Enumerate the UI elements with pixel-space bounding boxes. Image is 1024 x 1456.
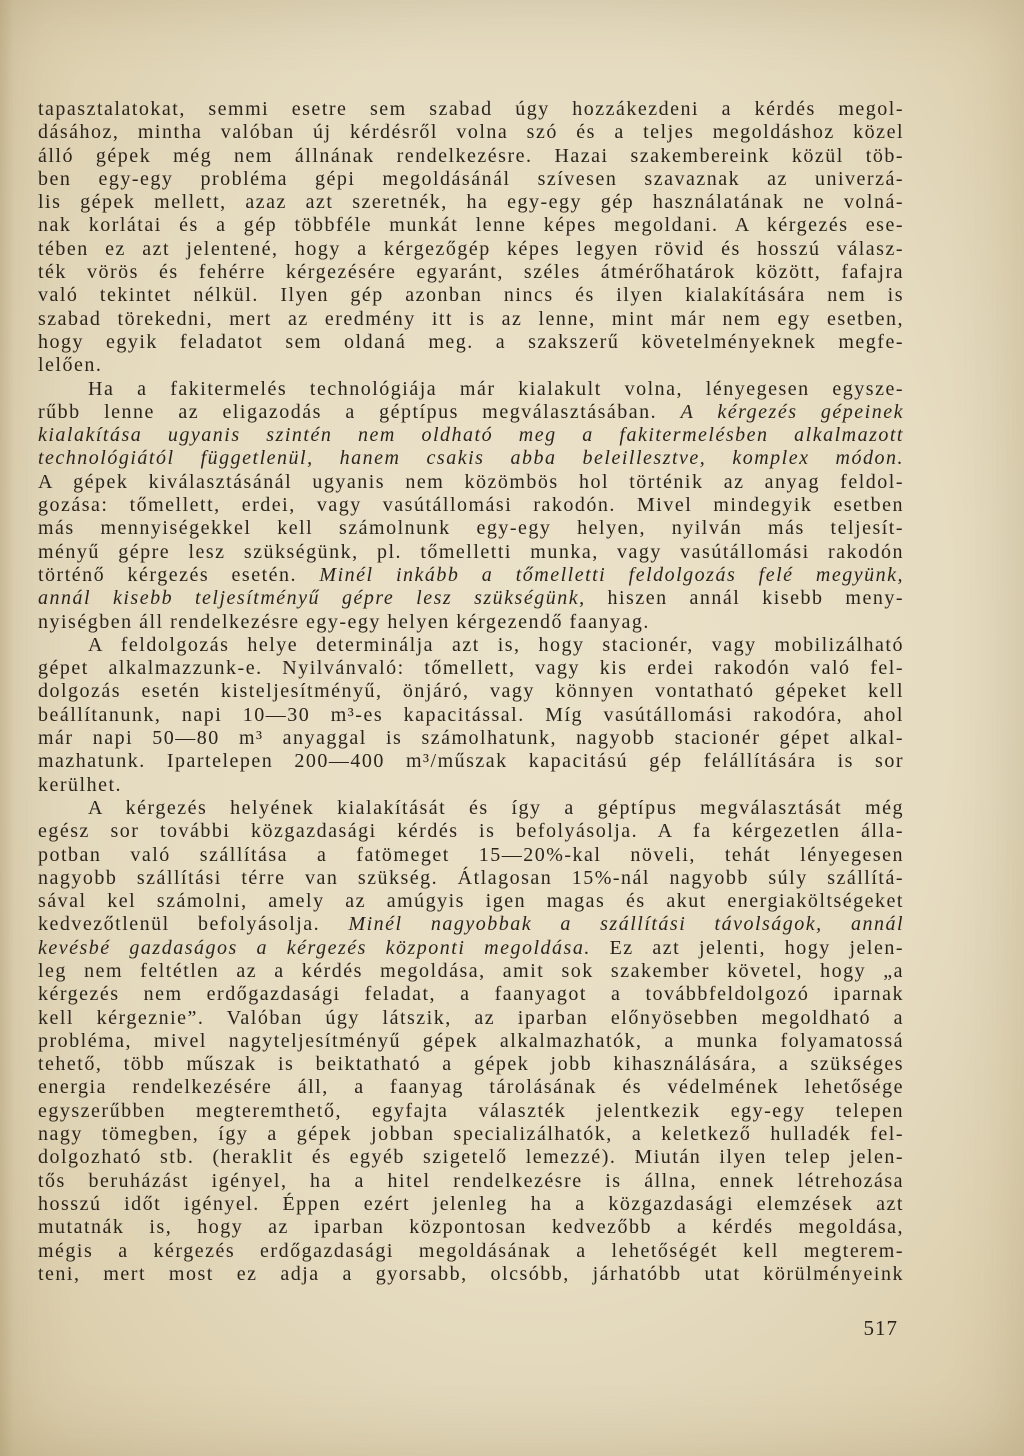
text-line: [38, 564, 904, 587]
italic-text-run: kialakítása ugyanis szintén nem oldható meg a fakitermelésben alkalmazott: [38, 424, 904, 447]
text-line: [38, 1193, 904, 1216]
text-line: [38, 424, 904, 447]
text-run: kerülhet.: [38, 773, 123, 796]
text-run: ték vörös és fehérre kérgezésére egyaránt, széles átmérőhatárok között, fafajra: [38, 261, 904, 284]
text-run: A feldolgozás helye determinálja azt is, hogy stacionér, vagy mobilizálható: [88, 633, 904, 656]
text-run: lelően.: [38, 354, 103, 377]
text-line: [38, 797, 904, 820]
paragraph: [38, 98, 904, 378]
text-line: [38, 214, 904, 237]
text-line: [38, 680, 904, 703]
text-line: [38, 1146, 904, 1169]
text-line: [38, 98, 904, 121]
text-run: teni, mert most ez adja a gyorsabb, olcsóbb, járhatóbb utat körülményeink: [38, 1262, 904, 1285]
text-line: [38, 1076, 904, 1099]
text-run: már napi 50—80 m³ anyaggal is számolhatunk, nagyobb stacionér gépet alkal-: [38, 727, 904, 750]
italic-text-run: technológiától függetlenül, hanem csakis abba beleillesztve, komplex módon.: [38, 447, 904, 470]
text-line: [38, 1240, 904, 1263]
text-run: hosszú időt igényel. Éppen ezért jelenleg ha a közgazdasági elemzések azt: [38, 1192, 904, 1215]
text-run: A gépek kiválasztásánál ugyanis nem közömbös hol történik az anyag feldol-: [38, 470, 904, 493]
text-line: [38, 867, 904, 890]
text-line: [38, 1123, 904, 1146]
text-run: Ez azt jelenti, hogy jelen-: [590, 936, 904, 959]
text-line: [38, 983, 904, 1006]
text-line: [38, 727, 904, 750]
text-run: ben egy-egy probléma gépi megoldásánál szívesen szavaznak az univerzá-: [38, 167, 904, 190]
text-run: probléma, mivel nagyteljesítményű gépek alkalmazhatók, a munka folyamatossá: [38, 1029, 904, 1052]
text-line: [38, 1053, 904, 1076]
text-line: [38, 611, 904, 634]
text-run: beállítanunk, napi 10—30 m³-es kapacitással. Míg vasútállomási rakodóra, ahol: [38, 703, 904, 726]
text-run: nyiségben áll rendelkezésre egy-egy helyen kérgezendő faanyag.: [38, 610, 650, 633]
text-line: [38, 657, 904, 680]
italic-text-run: Minél inkább a tőmelletti feldolgozás felé megyünk,: [319, 563, 904, 586]
text-line: [38, 960, 904, 983]
text-line: [38, 704, 904, 727]
text-run: dásához, mintha valóban új kérdésről volna szó és a teljes megoldáshoz közel: [38, 121, 904, 144]
text-run: gozása: tőmellett, erdei, vagy vasútállomási rakodón. Mivel mindegyik esetben: [38, 494, 904, 517]
text-line: [38, 401, 904, 424]
text-line: [38, 1263, 904, 1286]
text-line: [38, 331, 904, 354]
text-run: A kérgezés helyének kialakítását és így a géptípus megválasztását még: [88, 796, 904, 819]
text-line: [38, 517, 904, 540]
text-line: [38, 541, 904, 564]
text-run: mazhatunk. Ipartelepen 200—400 m³/műszak kapacitású gép felállítására is sor: [38, 750, 904, 773]
paragraph: [38, 797, 904, 1286]
text-line: [38, 354, 904, 377]
text-line: [38, 937, 904, 960]
text-line: [38, 1100, 904, 1123]
text-run: álló gépek még nem állnának rendelkezésre. Hazai szakembereink közül töb-: [38, 144, 904, 167]
text-run: dolgozás esetén kisteljesítményű, önjáró, vagy könnyen vontatható gépeket kell: [38, 680, 904, 703]
italic-text-run: A kérgezés gépeinek: [680, 400, 904, 423]
text-line: [38, 844, 904, 867]
paragraph: [38, 634, 904, 797]
text-line: [38, 284, 904, 307]
text-line: [38, 774, 904, 797]
text-run: való tekintet nélkül. Ilyen gép azonban nincs és ilyen kialakítására nem is: [38, 284, 904, 307]
text-run: nak korlátai és a gép többféle munkát lenne képes megoldani. A kérgezés ese-: [38, 214, 904, 237]
text-run: gépet alkalmazzunk-e. Nyilvánvaló: tőmellett, vagy kis erdei rakodón való fel-: [38, 657, 904, 680]
text-run: ményű gépre lesz szükségünk, pl. tőmelletti munka, vagy vasútállomási rakodón: [38, 540, 904, 563]
text-line: [38, 308, 904, 331]
text-run: leg nem feltétlen az a kérdés megoldása, amit sok szakember követel, hogy „a: [38, 959, 904, 982]
text-run: egyszerűbben megteremthető, egyfajta választék jelentkezik egy-egy telepen: [38, 1099, 904, 1122]
text-line: [38, 168, 904, 191]
italic-text-run: Minél nagyobbak a szállítási távolságok, annál: [348, 913, 905, 936]
text-line: [38, 145, 904, 168]
text-run: kell kérgeznie”. Valóban úgy látszik, az iparban előnyösebben megoldható a: [38, 1006, 904, 1029]
text-line: [38, 494, 904, 517]
text-line: [38, 471, 904, 494]
text-line: [38, 238, 904, 261]
text-run: tehető, több műszak is beiktatható a gépek jobb kihasználására, a szükséges: [38, 1053, 904, 1076]
text-run: tős beruházást igényel, ha a hitel rendelkezésre is állna, ennek létrehozása: [38, 1169, 904, 1192]
text-run: hogy egyik feladatot sem oldaná meg. a szakszerű követelményeknek megfe-: [38, 330, 904, 353]
text-run: Ha a fakitermelés technológiája már kialakult volna, lényegesen egysze-: [88, 377, 904, 400]
text-run: történő kérgezés esetén.: [38, 563, 320, 586]
text-run: egész sor további közgazdasági kérdés is befolyásolja. A fa kérgezetlen álla-: [38, 820, 904, 843]
text-line: [38, 634, 904, 657]
text-run: kedvezőtlenül befolyásolja.: [38, 913, 349, 936]
text-line: [38, 913, 904, 936]
text-run: rűbb lenne az eligazodás a géptípus megválasztásában.: [38, 400, 681, 423]
text-line: [38, 890, 904, 913]
text-run: kérgezés nem erdőgazdasági feladat, a faanyagot a továbbfeldolgozó iparnak: [38, 983, 904, 1006]
text-run: lis gépek mellett, azaz azt szeretnék, ha egy-egy gép használatának ne volná-: [38, 191, 904, 214]
text-line: [38, 447, 904, 470]
italic-text-run: annál kisebb teljesítményű gépre lesz szükségünk,: [38, 587, 586, 610]
text-run: hiszen annál kisebb meny-: [585, 587, 904, 610]
text-line: [38, 820, 904, 843]
text-run: energia rendelkezésére áll, a faanyag tárolásának és védelmének lehetősége: [38, 1076, 904, 1099]
text-line: [38, 121, 904, 144]
text-line: [38, 261, 904, 284]
text-line: [38, 1170, 904, 1193]
text-run: tapasztalatokat, semmi esetre sem szabad úgy hozzákezdeni a kérdés megol-: [38, 98, 904, 120]
text-run: dolgozható stb. (heraklit és egyéb szigetelő lemezzé). Miután ilyen telep jelen-: [38, 1146, 904, 1169]
paragraph: [38, 378, 904, 634]
text-run: szabad törekedni, mert az eredmény itt is az lenne, mint már nem egy esetben,: [38, 307, 904, 330]
text-line: [38, 378, 904, 401]
text-line: [38, 191, 904, 214]
page-number: 517: [863, 1316, 898, 1340]
text-run: potban való szállítása a fatömeget 15—20%-kal növeli, tehát lényegesen: [38, 843, 904, 866]
text-line: [38, 587, 904, 610]
text-run: mégis a kérgezés erdőgazdasági megoldásának a lehetőségét kell megterem-: [38, 1239, 904, 1262]
text-line: [38, 1007, 904, 1030]
body-text: [38, 98, 904, 1286]
text-run: nagy tömegben, így a gépek jobban specializálhatók, a keletkező hulladék fel-: [38, 1123, 904, 1146]
text-run: más mennyiségekkel kell számolnunk egy-egy helyen, nyilván más teljesít-: [38, 517, 904, 540]
text-run: sával kel számolni, amely az amúgyis igen magas és akut energiaköltségeket: [38, 890, 904, 913]
text-run: nagyobb szállítási térre van szükség. Átlagosan 15%-nál nagyobb súly szállítá-: [38, 866, 904, 889]
text-line: [38, 1030, 904, 1053]
text-line: [38, 750, 904, 773]
text-line: [38, 1216, 904, 1239]
italic-text-run: kevésbé gazdaságos a kérgezés központi megoldása.: [38, 936, 591, 959]
text-run: mutatnák is, hogy az iparban központosan kedvezőbb a kérdés megoldása,: [38, 1216, 904, 1239]
text-run: tében ez azt jelentené, hogy a kérgezőgép képes legyen rövid és hosszú válasz-: [38, 237, 904, 260]
